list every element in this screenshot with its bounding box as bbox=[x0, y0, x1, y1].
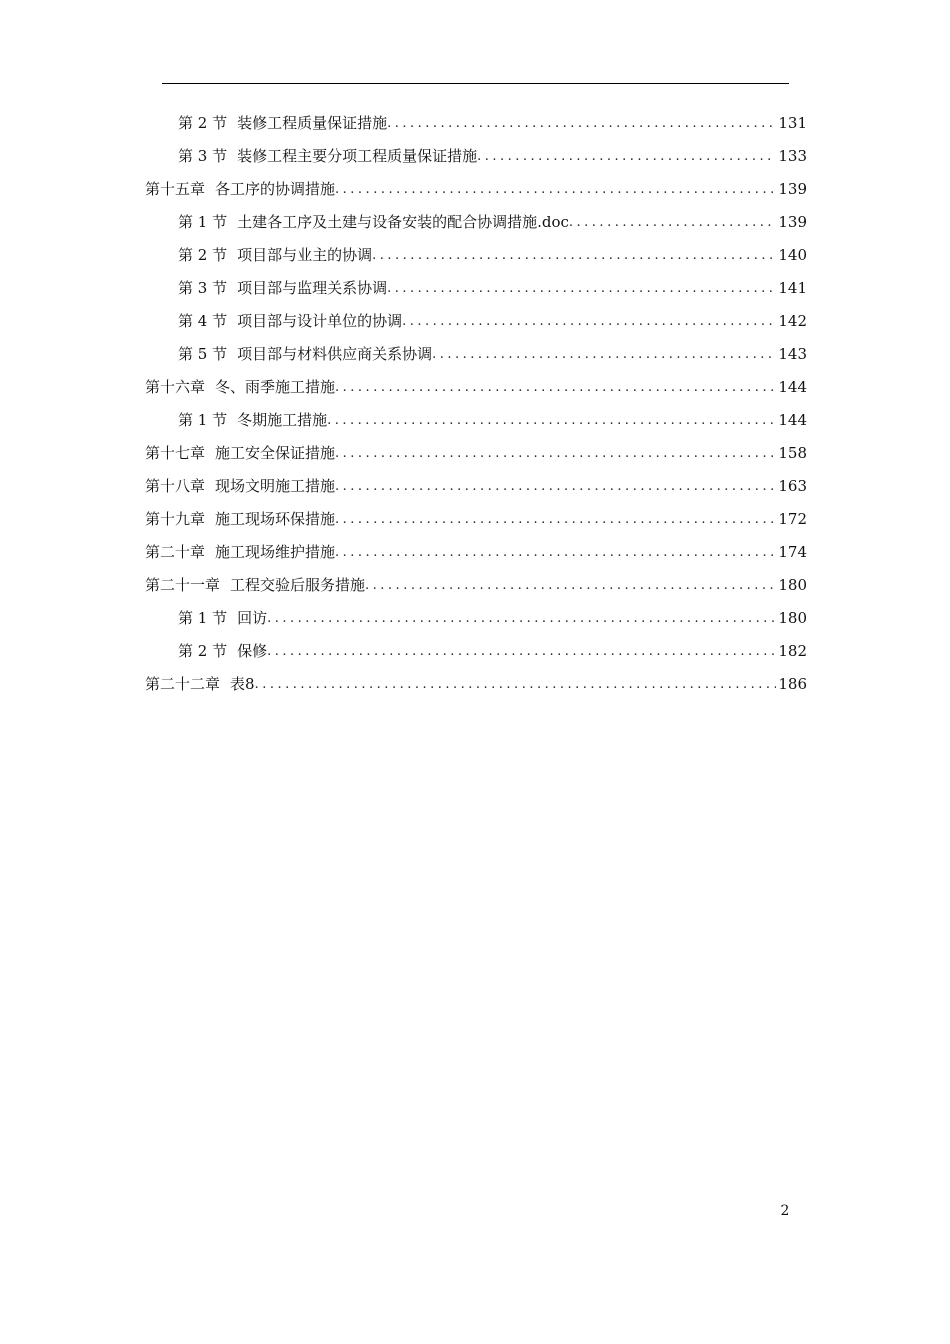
toc-entry-page: 141 bbox=[778, 278, 807, 297]
toc-entry-title: 工程交验后服务措施 bbox=[230, 576, 366, 594]
toc-entry-title: 项目部与业主的协调 bbox=[237, 246, 373, 264]
toc-entry-page: 180 bbox=[778, 575, 807, 594]
toc-entry[interactable] bbox=[178, 106, 807, 139]
toc-entry-title: 装修工程主要分项工程质量保证措施 bbox=[237, 147, 478, 165]
toc-entry[interactable] bbox=[145, 469, 807, 502]
toc-entry-number: 第二十章 bbox=[145, 543, 206, 561]
toc-leader-dots bbox=[267, 609, 776, 626]
toc-leader-dots bbox=[327, 411, 776, 428]
toc-entry-page: 163 bbox=[778, 476, 807, 495]
toc-entry-page: 133 bbox=[778, 146, 807, 165]
toc-entry-title: 项目部与设计单位的协调 bbox=[237, 312, 403, 330]
toc-entry-page: 144 bbox=[778, 410, 807, 429]
toc-entry[interactable] bbox=[145, 436, 807, 469]
toc-entry[interactable] bbox=[178, 337, 807, 370]
toc-entry-page: 140 bbox=[778, 245, 807, 264]
toc-leader-dots bbox=[365, 576, 776, 593]
toc-entry-page: 182 bbox=[778, 641, 807, 660]
toc-leader-dots bbox=[335, 180, 776, 197]
toc-entry-title: 项目部与监理关系协调 bbox=[237, 279, 388, 297]
toc-entry-page: 143 bbox=[778, 344, 807, 363]
toc-leader-dots bbox=[335, 543, 776, 560]
toc-entry-number: 第二十二章 bbox=[145, 675, 221, 693]
toc-entry-number: 第 2 节 bbox=[178, 114, 228, 132]
toc-entry-number: 第十五章 bbox=[145, 180, 206, 198]
toc-entry-number: 第 2 节 bbox=[178, 246, 228, 264]
toc-entry-page: 144 bbox=[778, 377, 807, 396]
toc-entry-number: 第 1 节 bbox=[178, 213, 228, 231]
toc-entry-number: 第 1 节 bbox=[178, 609, 228, 627]
toc-entry[interactable] bbox=[178, 238, 807, 271]
toc-entry-page: 139 bbox=[778, 212, 807, 231]
toc-entry-page: 186 bbox=[778, 674, 807, 693]
toc-entry-title: 表8 bbox=[230, 675, 255, 693]
toc-entry[interactable] bbox=[145, 667, 807, 700]
toc-entry-number: 第十八章 bbox=[145, 477, 206, 495]
toc-entry[interactable] bbox=[145, 535, 807, 568]
toc-leader-dots bbox=[402, 312, 776, 329]
toc-entry-number: 第 1 节 bbox=[178, 411, 228, 429]
toc-entry[interactable] bbox=[178, 205, 807, 238]
toc-leader-dots bbox=[387, 279, 776, 296]
toc-entry-page: 131 bbox=[778, 113, 807, 132]
toc-entry[interactable] bbox=[178, 271, 807, 304]
page-number: 2 bbox=[780, 1203, 790, 1219]
toc-entry[interactable] bbox=[178, 634, 807, 667]
toc-entry-page: 139 bbox=[778, 179, 807, 198]
toc-entry[interactable] bbox=[178, 139, 807, 172]
toc-leader-dots bbox=[335, 378, 776, 395]
toc-entry-number: 第十九章 bbox=[145, 510, 206, 528]
toc-entry[interactable] bbox=[145, 568, 807, 601]
toc-entry-page: 142 bbox=[778, 311, 807, 330]
toc-entry[interactable] bbox=[145, 502, 807, 535]
toc-entry-title: 土建各工序及土建与设备安装的配合协调措施.doc bbox=[237, 213, 569, 231]
toc-entry-number: 第 2 节 bbox=[178, 642, 228, 660]
toc-leader-dots bbox=[432, 345, 776, 362]
toc-entry-title: 回访 bbox=[237, 609, 268, 627]
toc-entry-number: 第 3 节 bbox=[178, 147, 228, 165]
toc-entry-number: 第二十一章 bbox=[145, 576, 221, 594]
toc-entry-number: 第 5 节 bbox=[178, 345, 228, 363]
toc-entry-title: 项目部与材料供应商关系协调 bbox=[237, 345, 433, 363]
toc-entry[interactable] bbox=[178, 403, 807, 436]
toc-entry-page: 172 bbox=[778, 509, 807, 528]
toc-entry-title: 现场文明施工措施 bbox=[215, 477, 336, 495]
toc-entry-title: 冬、雨季施工措施 bbox=[215, 378, 336, 396]
toc-leader-dots bbox=[372, 246, 776, 263]
toc-entry-page: 174 bbox=[778, 542, 807, 561]
header-rule bbox=[162, 83, 789, 84]
toc-entry[interactable] bbox=[178, 601, 807, 634]
toc-leader-dots bbox=[569, 213, 776, 230]
toc-leader-dots bbox=[477, 147, 776, 164]
toc-leader-dots bbox=[387, 114, 776, 131]
toc-entry[interactable] bbox=[178, 304, 807, 337]
toc-entry-number: 第 3 节 bbox=[178, 279, 228, 297]
toc-entry[interactable] bbox=[145, 172, 807, 205]
toc-leader-dots bbox=[335, 510, 776, 527]
toc-leader-dots bbox=[255, 675, 777, 692]
toc-entry-title: 装修工程质量保证措施 bbox=[237, 114, 388, 132]
toc-leader-dots bbox=[335, 444, 776, 461]
toc-leader-dots bbox=[267, 642, 776, 659]
toc-entry-title: 施工安全保证措施 bbox=[215, 444, 336, 462]
toc-entry-title: 冬期施工措施 bbox=[237, 411, 328, 429]
toc-entry-title: 各工序的协调措施 bbox=[215, 180, 336, 198]
toc-entry-title: 施工现场维护措施 bbox=[215, 543, 336, 561]
toc-entry-number: 第十六章 bbox=[145, 378, 206, 396]
toc-entry-page: 180 bbox=[778, 608, 807, 627]
toc-entry[interactable] bbox=[145, 370, 807, 403]
toc-entry-title: 保修 bbox=[237, 642, 268, 660]
toc-entry-number: 第十七章 bbox=[145, 444, 206, 462]
toc-entry-number: 第 4 节 bbox=[178, 312, 228, 330]
toc-entry-title: 施工现场环保措施 bbox=[215, 510, 336, 528]
toc-entry-page: 158 bbox=[778, 443, 807, 462]
toc-leader-dots bbox=[335, 477, 776, 494]
